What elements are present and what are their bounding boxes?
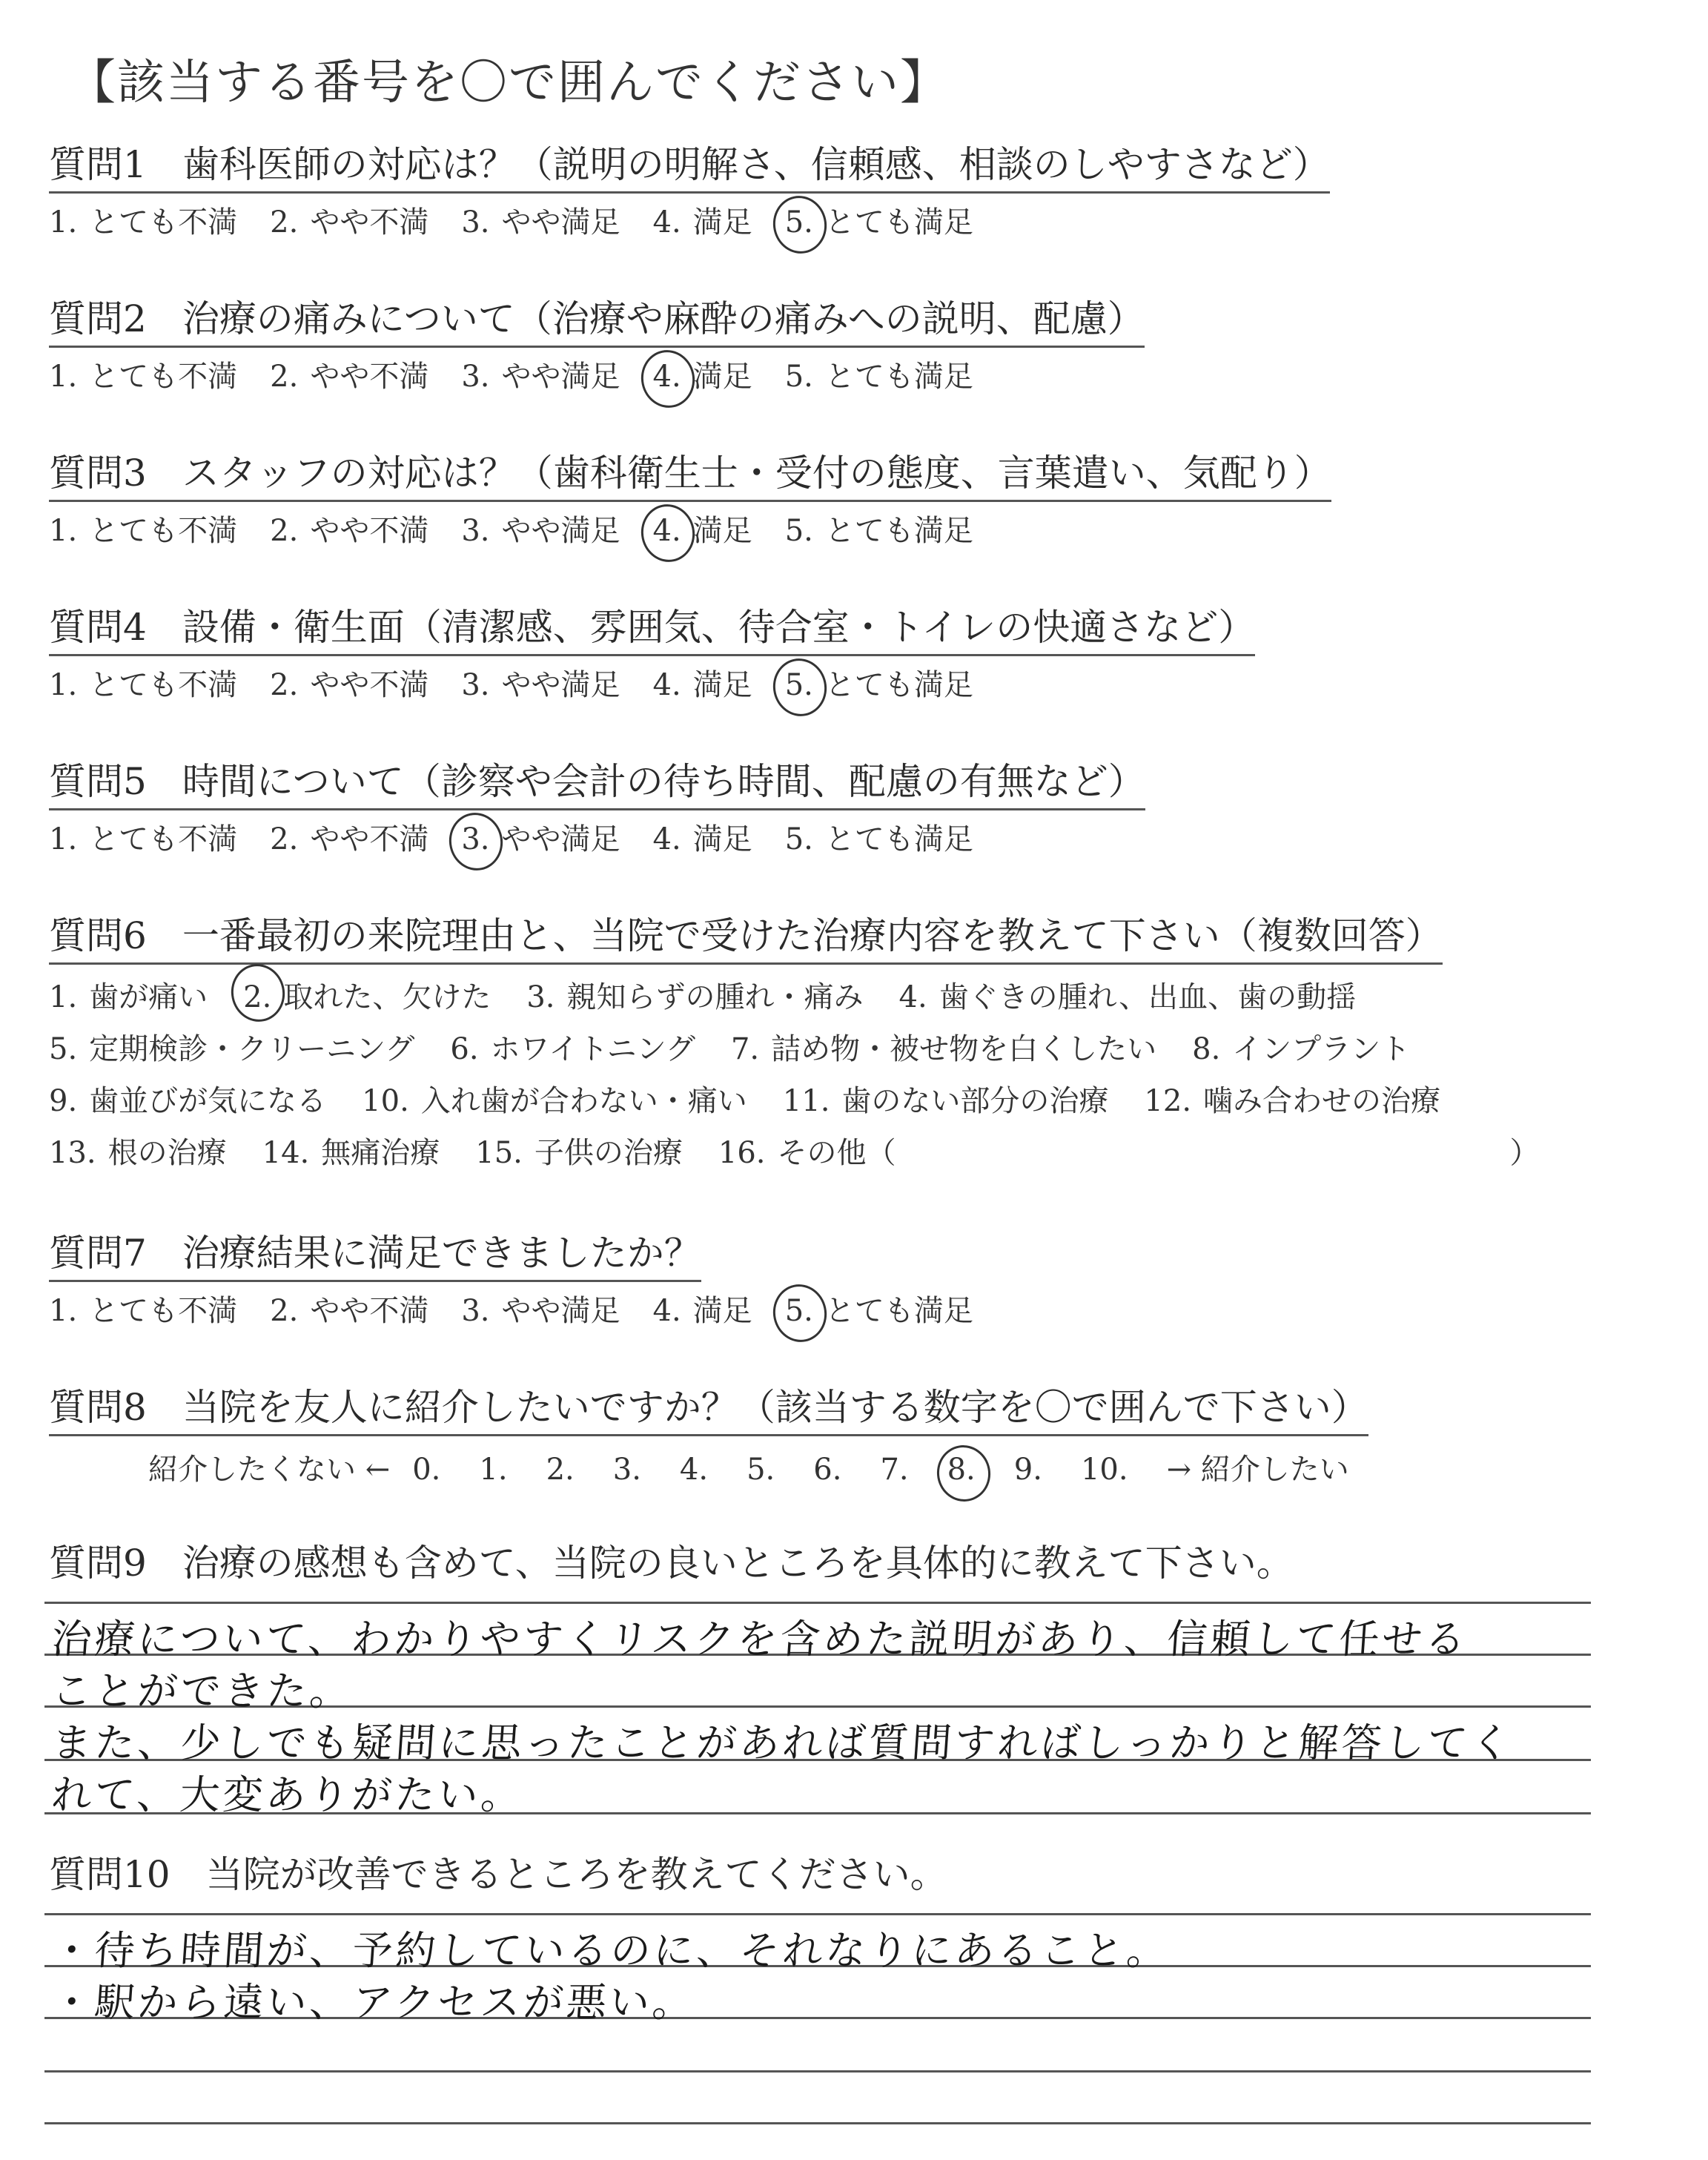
- option-label: やや不満: [310, 514, 429, 548]
- option-label: 満足: [692, 668, 752, 702]
- question-8-text: 当院を友人に紹介したいですか？（該当する数字を〇で囲んで下さい）: [182, 1386, 1368, 1429]
- question-10-number: 質問10: [49, 1853, 171, 1896]
- option-label: 満足: [692, 1294, 752, 1328]
- question-6-option-11[interactable]: [783, 1075, 1109, 1127]
- question-4-option-1[interactable]: [49, 666, 237, 704]
- question-5-option-3[interactable]: [461, 820, 620, 859]
- question-1-option-3[interactable]: [461, 203, 620, 242]
- scale-value-10[interactable]: 10.: [1080, 1453, 1128, 1487]
- scale-value-7[interactable]: 7.: [880, 1453, 909, 1487]
- question-2-option-2[interactable]: [270, 357, 428, 396]
- question-2-options: [49, 357, 1006, 396]
- question-4-option-4[interactable]: [653, 666, 752, 704]
- option-label: 入れ歯が合わない・痛い: [420, 1084, 747, 1118]
- question-1-options: [49, 203, 1006, 242]
- option-label: その他（: [777, 1136, 896, 1170]
- question-10-answer-line-1: ・待ち時間が、予約しているのに、それなりにあること。: [50, 1927, 1171, 1974]
- question-9-text: 治療の感想も含めて、当院の良いところを具体的に教えて下さい。: [182, 1542, 1294, 1585]
- question-10-text: 当院が改善できるところを教えてください。: [205, 1853, 947, 1896]
- option-label: 親知らずの腫れ・痛み: [566, 980, 864, 1014]
- question-4-option-5[interactable]: [785, 666, 973, 704]
- option-label: 子供の治療: [534, 1136, 683, 1170]
- question-6-option-14[interactable]: [262, 1127, 440, 1179]
- question-2-heading: [49, 297, 1145, 348]
- option-number: 14.: [262, 1136, 310, 1170]
- option-label: やや不満: [310, 822, 429, 856]
- option-label: とても満足: [824, 668, 973, 702]
- option-label: 歯のない部分の治療: [841, 1084, 1109, 1118]
- option-label: とても不満: [89, 822, 238, 856]
- option-label: とても不満: [89, 668, 238, 702]
- question-1-option-5[interactable]: [785, 203, 973, 242]
- question-2-text: 治療の痛みについて（治療や麻酔の痛みへの説明、配慮）: [182, 297, 1145, 340]
- option-number: 5.: [785, 666, 813, 704]
- scale-value-0[interactable]: 0.: [412, 1453, 441, 1487]
- option-label: 取れた、欠けた: [283, 980, 491, 1014]
- option-label: やや満足: [501, 514, 620, 548]
- option-number: 3.: [461, 360, 490, 394]
- question-9-answer-line-3: また、少しでも疑問に思ったことがあれば質問すればしっかりと解答してく: [50, 1720, 1515, 1766]
- option-number: 3.: [461, 205, 490, 240]
- scale-right-label: → 紹介したい: [1166, 1453, 1349, 1487]
- question-6-number: 質問6: [49, 914, 147, 957]
- question-4-option-3[interactable]: [461, 666, 620, 704]
- option-label: ホワイトニング: [490, 1032, 695, 1066]
- question-6-option-3[interactable]: [526, 971, 863, 1023]
- option-number: 2.: [270, 205, 299, 240]
- page-title: 【該当する番号を〇で囲んでください】: [68, 56, 949, 110]
- option-label: とても不満: [89, 514, 238, 548]
- option-label: やや不満: [310, 205, 429, 240]
- option-number: 16.: [718, 1136, 766, 1170]
- question-3-options: [49, 512, 1006, 550]
- question-3-option-4[interactable]: [653, 512, 752, 550]
- question-5-heading: [49, 759, 1145, 810]
- question-4-text: 設備・衛生面（清潔感、雰囲気、待合室・トイレの快適さなど）: [182, 606, 1256, 649]
- question-6-row: [49, 1023, 1540, 1075]
- option-number: 1.: [49, 360, 78, 394]
- option-label: 根の治療: [107, 1136, 227, 1170]
- option-number: 2.: [243, 971, 271, 1023]
- question-2-number: 質問2: [49, 297, 147, 340]
- scale-value-4[interactable]: 4.: [679, 1453, 709, 1487]
- question-2-option-3[interactable]: [461, 357, 620, 396]
- question-6-option-8[interactable]: [1192, 1023, 1410, 1075]
- option-label: やや満足: [501, 205, 620, 240]
- scale-value-3[interactable]: 3.: [612, 1453, 641, 1487]
- option-number: 10.: [362, 1084, 409, 1118]
- question-10-answer-line-2: ・駅から遠い、アクセスが悪い。: [50, 1979, 698, 2026]
- option-label: 満足: [692, 822, 752, 856]
- option-label: とても満足: [824, 360, 973, 394]
- option-number: 2.: [270, 1294, 299, 1328]
- question-2-option-1[interactable]: [49, 357, 237, 396]
- option-number: 3.: [461, 1294, 490, 1328]
- scale-value-1[interactable]: 1.: [479, 1453, 508, 1487]
- question-9-answer-line-1: 治療について、わかりやすくリスクを含めた説明があり、信頼して任せる: [50, 1616, 1470, 1662]
- question-9-answer-line-4: れて、大変ありがたい。: [50, 1771, 526, 1818]
- question-1-option-4[interactable]: [653, 203, 752, 242]
- option-label: 歯並びが気になる: [89, 1084, 327, 1118]
- option-number: 6.: [450, 1032, 479, 1066]
- question-6-option-13[interactable]: [49, 1127, 227, 1179]
- question-7-options: [49, 1292, 1006, 1330]
- option-number: 4.: [652, 668, 681, 702]
- question-6-row: [49, 971, 1540, 1023]
- option-number: 4.: [652, 1294, 681, 1328]
- question-6-options: [49, 971, 1540, 1179]
- option-number: 5.: [49, 1032, 78, 1066]
- option-number: 4.: [653, 512, 681, 550]
- option-number: 5.: [784, 514, 813, 548]
- question-6-option-16[interactable]: [718, 1127, 896, 1179]
- option-number: 9.: [49, 1084, 78, 1118]
- question-6-text: 一番最初の来院理由と、当院で受けた治療内容を教えて下さい（複数回答）: [182, 914, 1443, 957]
- question-7-heading: [49, 1231, 701, 1282]
- question-5-option-4[interactable]: [653, 820, 752, 859]
- option-label: 歯ぐきの腫れ、出血、歯の動揺: [939, 980, 1357, 1014]
- question-5-text: 時間について（診察や会計の待ち時間、配慮の有無など）: [182, 760, 1145, 803]
- question-6-option-1[interactable]: [49, 971, 208, 1023]
- scale-value-2[interactable]: 2.: [546, 1453, 575, 1487]
- option-label: 満足: [692, 360, 752, 394]
- option-label: とても不満: [89, 360, 238, 394]
- option-number: 4.: [652, 822, 681, 856]
- question-1-heading: [49, 142, 1330, 194]
- question-6-option-2[interactable]: [243, 971, 491, 1023]
- scale-value-5[interactable]: 5.: [747, 1453, 775, 1487]
- question-7-option-3[interactable]: [461, 1292, 620, 1330]
- option-label: 無痛治療: [321, 1136, 440, 1170]
- scale-value-9[interactable]: 9.: [1013, 1453, 1042, 1487]
- option-label: とても満足: [824, 1294, 973, 1328]
- option-label: やや満足: [501, 668, 620, 702]
- question-7-option-1[interactable]: [49, 1292, 237, 1330]
- question-1-text: 歯科医師の対応は？（説明の明解さ、信頼感、相談のしやすさなど）: [182, 143, 1330, 186]
- option-number: 5.: [784, 822, 813, 856]
- answer-line: [44, 2122, 1591, 2124]
- option-label: とても満足: [824, 822, 973, 856]
- question-6-row: [49, 1075, 1540, 1127]
- option-number: 2.: [270, 668, 299, 702]
- question-7-option-5[interactable]: [785, 1292, 973, 1330]
- option-number: 2.: [270, 360, 299, 394]
- question-3-option-2[interactable]: [270, 512, 428, 550]
- other-close-paren: ）: [1509, 1136, 1540, 1170]
- question-2-option-5[interactable]: [785, 357, 973, 396]
- option-number: 3.: [526, 980, 555, 1014]
- option-label: 満足: [692, 205, 752, 240]
- question-6-option-9[interactable]: [49, 1075, 326, 1127]
- question-4-options: [49, 666, 1006, 704]
- question-6-option-4[interactable]: [899, 971, 1357, 1023]
- question-6-option-7[interactable]: [731, 1023, 1156, 1075]
- question-1-number: 質問1: [49, 143, 147, 186]
- question-3-option-3[interactable]: [461, 512, 620, 550]
- option-label: インプラント: [1232, 1032, 1411, 1066]
- question-5-option-2[interactable]: [270, 820, 428, 859]
- question-5-number: 質問5: [49, 760, 147, 803]
- question-9-answer-line-2: ことができた。: [50, 1668, 354, 1714]
- question-7-option-2[interactable]: [270, 1292, 428, 1330]
- question-3-option-5[interactable]: [785, 512, 973, 550]
- option-label: 定期検診・クリーニング: [89, 1032, 415, 1066]
- question-4-heading: [49, 605, 1255, 656]
- option-label: 詰め物・被せ物を白くしたい: [771, 1032, 1157, 1066]
- question-6-option-15[interactable]: [475, 1127, 683, 1179]
- question-6-row: [49, 1127, 1540, 1179]
- option-number: 4.: [653, 357, 681, 396]
- option-number: 5.: [785, 1292, 813, 1330]
- option-number: 4.: [898, 980, 927, 1014]
- option-label: 満足: [692, 514, 752, 548]
- question-3-heading: [49, 451, 1331, 502]
- option-number: 1.: [49, 980, 78, 1014]
- option-label: とても満足: [824, 205, 973, 240]
- option-label: やや不満: [310, 360, 429, 394]
- option-number: 5.: [785, 203, 813, 242]
- scale-left-label: 紹介したくない ←: [148, 1453, 391, 1487]
- question-6-heading: [49, 914, 1443, 965]
- question-10-heading: [49, 1852, 947, 1901]
- question-3-option-1[interactable]: [49, 512, 237, 550]
- question-8-heading: [49, 1385, 1368, 1436]
- question-5-options: [49, 820, 1006, 859]
- question-9-number: 質問9: [49, 1542, 147, 1585]
- question-6-option-12[interactable]: [1144, 1075, 1440, 1127]
- answer-line: [44, 1913, 1591, 1915]
- question-8-scale: [148, 1446, 1371, 1488]
- option-number: 13.: [49, 1136, 96, 1170]
- question-1-option-1[interactable]: [49, 203, 237, 242]
- option-label: やや満足: [501, 360, 620, 394]
- question-7-option-4[interactable]: [653, 1292, 752, 1330]
- question-4-option-2[interactable]: [270, 666, 428, 704]
- answer-line: [44, 1602, 1591, 1604]
- option-number: 1.: [49, 1294, 78, 1328]
- question-6-option-6[interactable]: [450, 1023, 695, 1075]
- option-number: 4.: [652, 205, 681, 240]
- option-number: 1.: [49, 668, 78, 702]
- option-label: やや満足: [501, 822, 620, 856]
- question-3-number: 質問3: [49, 452, 147, 495]
- option-number: 12.: [1144, 1084, 1192, 1118]
- option-label: とても不満: [89, 205, 238, 240]
- answer-line: [44, 2070, 1591, 2073]
- option-number: 1.: [49, 514, 78, 548]
- question-5-option-5[interactable]: [785, 820, 973, 859]
- option-label: とても満足: [824, 514, 973, 548]
- option-number: 3.: [461, 668, 490, 702]
- option-number: 2.: [270, 822, 299, 856]
- question-7-number: 質問7: [49, 1232, 147, 1275]
- option-label: 噛み合わせの治療: [1203, 1084, 1441, 1118]
- option-number: 8.: [1192, 1032, 1221, 1066]
- option-number: 3.: [461, 514, 490, 548]
- option-number: 1.: [49, 822, 78, 856]
- scale-value-6[interactable]: 6.: [813, 1453, 842, 1487]
- question-1-option-2[interactable]: [270, 203, 428, 242]
- question-8-number: 質問8: [49, 1386, 147, 1429]
- question-4-number: 質問4: [49, 606, 147, 649]
- question-6-option-10[interactable]: [362, 1075, 747, 1127]
- question-9-heading: [49, 1541, 1294, 1590]
- scale-value-8[interactable]: 8.: [947, 1453, 976, 1487]
- question-6-option-5[interactable]: [49, 1023, 414, 1075]
- question-5-option-1[interactable]: [49, 820, 237, 859]
- question-3-text: スタッフの対応は？（歯科衛生士・受付の態度、言葉遣い、気配り）: [182, 452, 1331, 495]
- option-number: 2.: [270, 514, 299, 548]
- option-label: やや不満: [310, 668, 429, 702]
- option-number: 5.: [784, 360, 813, 394]
- option-label: やや満足: [501, 1294, 620, 1328]
- option-number: 15.: [475, 1136, 523, 1170]
- question-7-text: 治療結果に満足できましたか？: [182, 1232, 701, 1275]
- option-number: 11.: [782, 1084, 830, 1118]
- option-label: とても不満: [89, 1294, 238, 1328]
- option-number: 3.: [461, 820, 489, 859]
- option-label: やや不満: [310, 1294, 429, 1328]
- option-number: 1.: [49, 205, 78, 240]
- option-label: 歯が痛い: [89, 980, 208, 1014]
- question-2-option-4[interactable]: [653, 357, 752, 396]
- option-number: 7.: [730, 1032, 760, 1066]
